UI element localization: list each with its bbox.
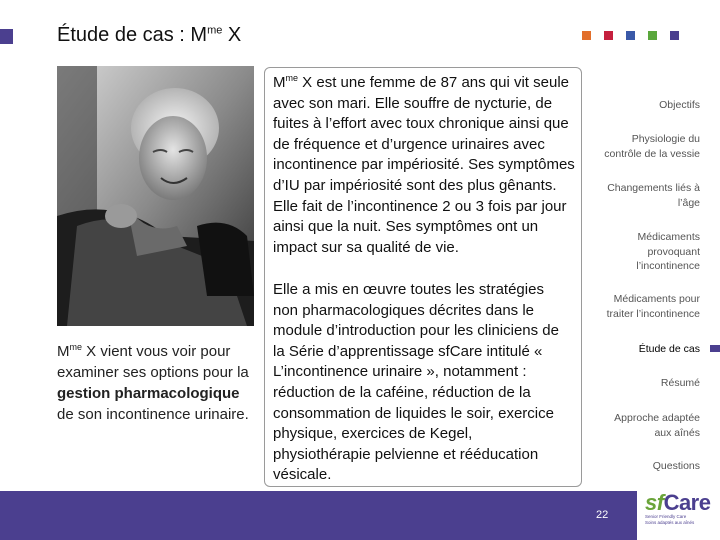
page-number: 22	[596, 509, 609, 521]
caption-bold: gestion pharmacologique	[57, 385, 240, 402]
caption-part3: de son incontinence urinaire.	[57, 406, 249, 423]
decor-square-blue	[626, 31, 635, 40]
sfcare-logo	[645, 492, 717, 528]
decor-squares	[582, 31, 679, 40]
case-paragraph-2: Elle a mis en œuvre toutes les stratégies non pharmacologiques décrites dans le module d’introduction pour les cliniciens de la Série d’apprentissage sfCare intitulé « L’incontinence urinaire », notamment : réduction de la caféine, réduction de la consommation de liquides le soir, exercice physique, exercices de Kegel, physiothérapie pelvienne et rééducation vésicale.	[273, 281, 559, 484]
photo-caption	[57, 337, 257, 425]
nav-item-medicaments-provoquant[interactable]: Médicaments provoquant l’incontinence	[636, 231, 700, 272]
case-paragraph-1	[273, 68, 577, 258]
title-prefix: Étude de cas : M	[57, 24, 208, 46]
decor-square-red	[604, 31, 613, 40]
caption-part2: X vient vous voir pour examiner ses options pour la	[57, 343, 249, 381]
logo-wordmark	[645, 492, 717, 514]
case-p1-sup: me	[285, 73, 299, 83]
logo-line-1: Senior Friendly Care	[645, 514, 687, 519]
title-marker	[0, 29, 13, 44]
nav-item-questions[interactable]: Questions	[652, 460, 700, 472]
logo-sf: sf	[645, 490, 664, 515]
logo-care: Care	[663, 490, 711, 515]
title-sup: me	[207, 24, 223, 37]
nav-item-physiologie[interactable]: Physiologie du contrôle de la vessie	[604, 133, 700, 160]
nav-item-changements[interactable]: Changements liés à l’âge	[607, 182, 700, 209]
case-text-box	[264, 67, 582, 487]
case-p1-b: X est une femme de 87 ans qui vit seule avec son mari. Elle souffre de nycturie, de fuites à l’effort avec toux chronique ainsi que de fréquence et d’urgence urinaires avec incontinence par impériosité. Ses symptômes d’IU par impériosité sont des plus gênants. Elle fait de l’incontinence 2 ou 3 fois par jour ainsi que la nuit. Ses symptômes ont un impact sur sa qualité de vie.	[273, 74, 575, 256]
slide-title	[57, 24, 241, 47]
title-suffix: X	[222, 24, 242, 46]
caption-part1: M	[57, 343, 70, 360]
nav-item-objectifs[interactable]: Objectifs	[659, 99, 700, 111]
nav-item-medicaments-traiter[interactable]: Médicaments pour traiter l’incontinence	[606, 293, 700, 320]
logo-line-2: Soins adaptés aux aînés	[645, 520, 695, 525]
caption-sup: me	[69, 342, 83, 352]
nav-item-approche[interactable]: Approche adaptée aux aînés	[614, 412, 700, 439]
decor-square-orange	[582, 31, 591, 40]
nav-item-etude-de-cas[interactable]: Étude de cas	[638, 343, 700, 355]
case-p1-a: M	[273, 74, 286, 91]
nav-item-resume[interactable]: Résumé	[660, 377, 700, 389]
elderly-woman-photo	[57, 66, 254, 326]
active-nav-marker	[710, 345, 720, 352]
decor-square-green	[648, 31, 657, 40]
footer-bar	[0, 491, 637, 540]
decor-square-purple	[670, 31, 679, 40]
